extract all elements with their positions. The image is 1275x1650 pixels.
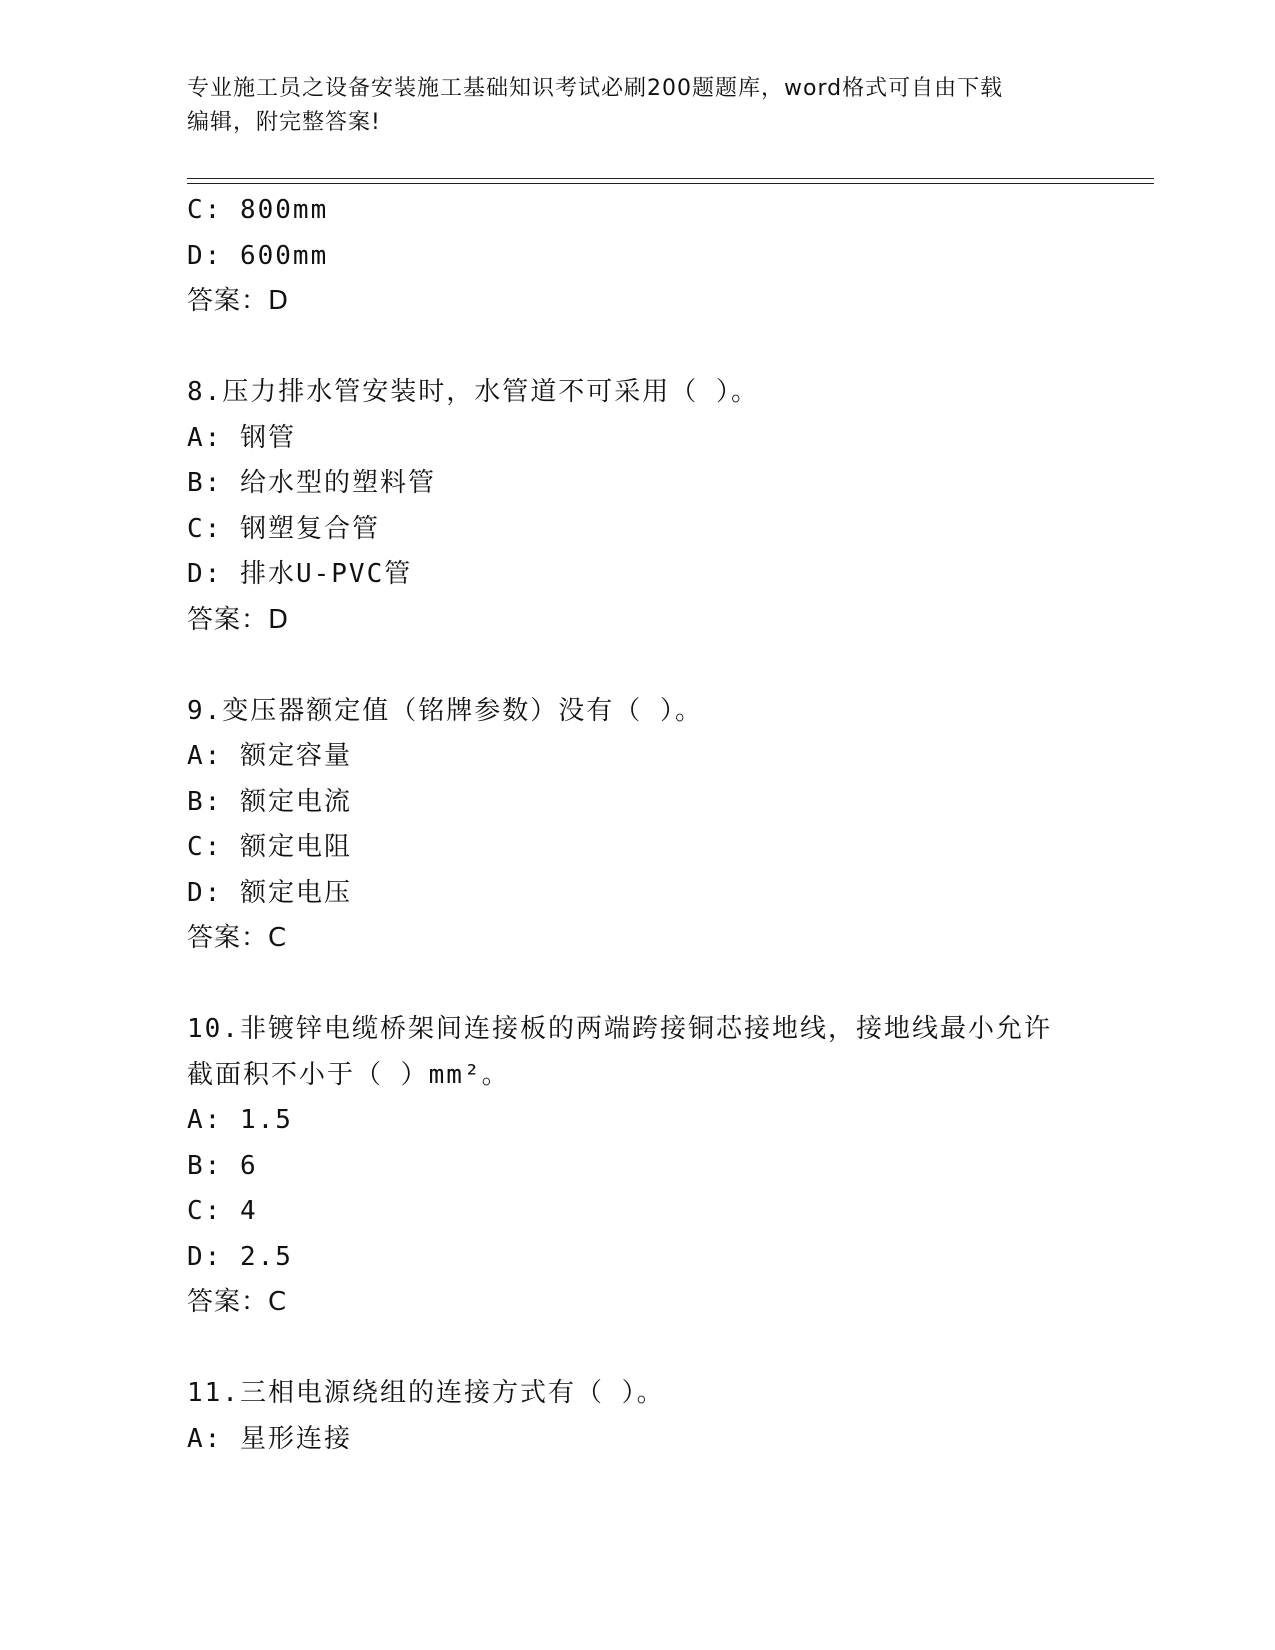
question-stem: 8.压力排水管安装时，水管道不可采用（ ）。 xyxy=(187,377,759,407)
question-stem: 9.变压器额定值（铭牌参数）没有（ ）。 xyxy=(187,695,703,726)
option-b: B: 6 xyxy=(187,1150,258,1181)
header-line-2: 编辑，附完整答案! xyxy=(187,110,381,135)
question-8 xyxy=(187,370,1087,643)
option-d: D: 2.5 xyxy=(187,1241,293,1272)
option-a: A: 钢管 xyxy=(187,422,296,453)
header-line-1: 专业施工员之设备安装施工基础知识考试必刷200题题库，word格式可自由下载 xyxy=(187,76,1004,101)
option-a: A: 星形连接 xyxy=(187,1423,352,1454)
spacer xyxy=(187,325,1087,371)
document-header xyxy=(187,72,1067,140)
answer-line: 答案：C xyxy=(187,923,288,953)
spacer xyxy=(187,643,1087,689)
question-9 xyxy=(187,689,1087,962)
question-stem-line-2: 截面积不小于（ ）mm²。 xyxy=(187,1059,510,1090)
answer-line: 答案：C xyxy=(187,1287,288,1317)
spacer xyxy=(187,962,1087,1008)
question-11 xyxy=(187,1371,1087,1462)
answer-line: 答案：D xyxy=(187,286,290,316)
question-stem: 11.三相电源绕组的连接方式有（ ）。 xyxy=(187,1378,665,1408)
option-b: B: 给水型的塑料管 xyxy=(187,468,436,498)
option-c: C: 钢塑复合管 xyxy=(187,513,380,544)
option-c: C: 800mm xyxy=(187,195,329,225)
option-b: B: 额定电流 xyxy=(187,786,352,817)
option-a: A: 1.5 xyxy=(187,1105,293,1135)
question-stem-line-1: 10.非镀锌电缆桥架间连接板的两端跨接铜芯接地线，接地线最小允许 xyxy=(187,1014,1052,1044)
option-c: C: 4 xyxy=(187,1196,258,1226)
header-divider-bottom xyxy=(187,183,1154,184)
header-divider-top xyxy=(187,178,1154,179)
answer-line: 答案：D xyxy=(187,604,290,635)
option-c: C: 额定电阻 xyxy=(187,832,352,862)
option-a: A: 额定容量 xyxy=(187,741,352,771)
document-body xyxy=(187,188,1087,1462)
question-7-tail xyxy=(187,188,1087,325)
option-d: D: 排水U-PVC管 xyxy=(187,559,413,589)
question-10 xyxy=(187,1007,1087,1326)
spacer xyxy=(187,1326,1087,1372)
option-d: D: 额定电压 xyxy=(187,877,352,908)
option-d: D: 600mm xyxy=(187,240,329,271)
